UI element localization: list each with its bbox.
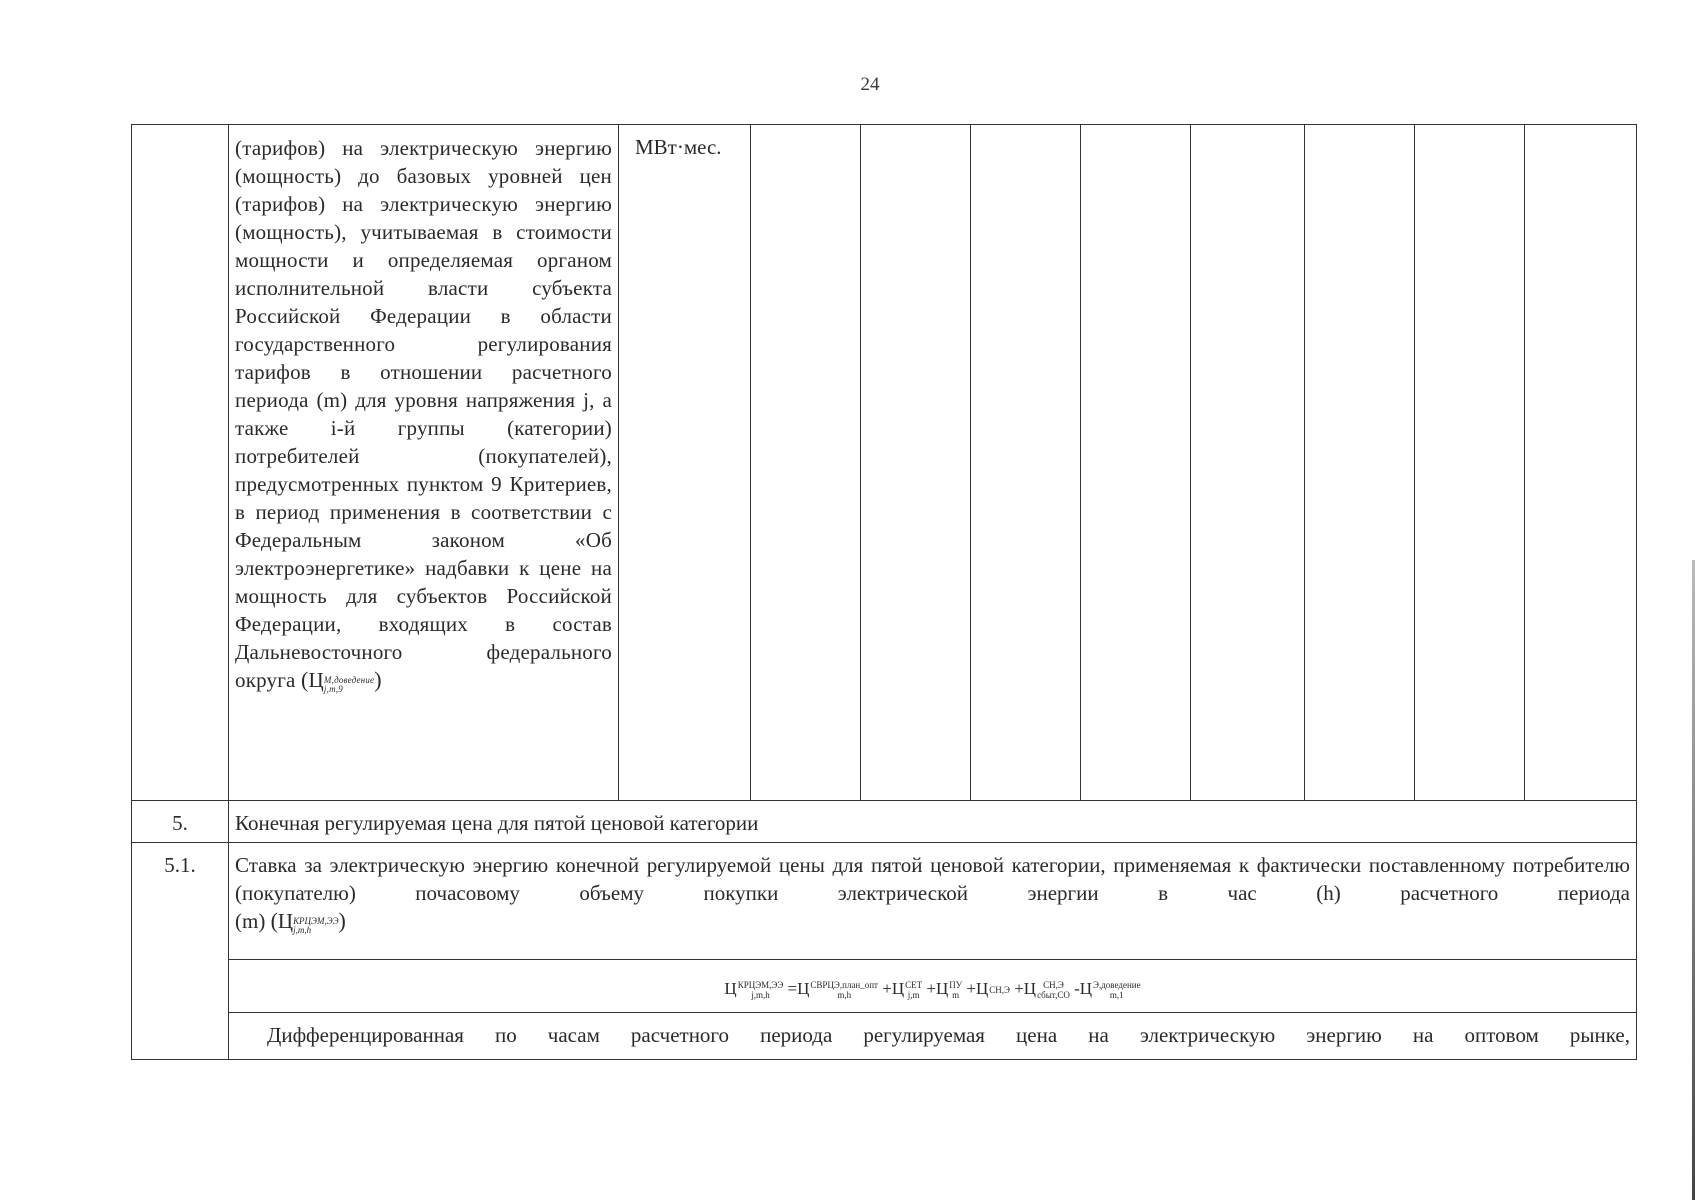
tariff-table: [131, 124, 1637, 1060]
formula-sub: сбыт,СО: [1037, 990, 1070, 1001]
unit-cell: МВт·мес.: [619, 125, 751, 801]
value-cell: [751, 125, 861, 801]
formula-sup: ПУ: [949, 980, 963, 991]
page-number: 24: [860, 74, 880, 95]
formula-cell: [229, 960, 1637, 1013]
symbol-superscript: М,доведение: [323, 675, 375, 685]
description-last-word: округа: [235, 668, 296, 692]
scan-edge-shadow: [1692, 560, 1695, 1200]
row-description: [229, 843, 1637, 960]
value-cell: [861, 125, 971, 801]
value-cell: [1081, 125, 1191, 801]
formula: [724, 969, 1140, 1003]
symbol-superscript: КРЦЭМ,ЭЭ: [293, 916, 339, 926]
description-last-line: (m) (Ц КРЦЭМ,ЭЭ j,m,h ): [235, 908, 346, 935]
formula-term: Ц: [797, 979, 810, 998]
value-cell: [1305, 125, 1415, 801]
formula-operator: -: [1074, 979, 1080, 998]
description-last-word: (m): [235, 909, 266, 933]
description-last-line: округа (Ц М,доведение j,m,9 ): [235, 667, 382, 694]
value-cell: [1415, 125, 1525, 801]
formula-term: Ц: [724, 979, 737, 998]
formula-sub: j,m,h: [751, 990, 770, 1001]
symbol-subscript: j,m,h: [293, 925, 312, 935]
formula-term: Ц: [935, 979, 949, 998]
formula-indices: [905, 980, 922, 1000]
formula-operator: +: [882, 979, 892, 998]
description-text: Ставка за электрическую энергию конечной регулируемой цены для пятой ценовой категории, применяемая к фактически поставленному потребителю (покупателю) почасовому объему покупки электрической энергии в час (h) расчетного периода: [235, 853, 1630, 905]
formula-sup: СН,Э: [989, 985, 1010, 996]
row-number: 5.1.: [132, 843, 229, 1060]
formula-term: Ц: [1079, 979, 1093, 998]
formula-sub: m,h: [837, 990, 852, 1001]
table-row: [132, 843, 1637, 960]
formula-operator: =: [787, 979, 798, 998]
formula-term: Ц: [891, 979, 905, 998]
price-symbol-indices: [293, 917, 338, 935]
formula-sup: Э,доведение: [1093, 980, 1141, 991]
formula-indices: [1037, 980, 1070, 1000]
formula-operator: +: [1014, 979, 1024, 998]
formula-term: Ц: [975, 979, 989, 998]
formula-sub: j,m: [907, 990, 920, 1001]
price-symbol-indices: [324, 676, 374, 694]
formula-sub: m,1: [1109, 990, 1124, 1001]
formula-operator: +: [926, 979, 936, 998]
value-cell: [1525, 125, 1637, 801]
description-text: (тарифов) на электрическую энергию (мощность) до базовых уровней цен (тарифов) на электрическую энергию (мощность), учитываемая в стоимости мощности и определяемая органом исполнительной власти субъекта Российской Федерации в области государственного регулирования тарифов в отношении расчетного периода (m) для уровня напряжения j, а также i-й группы (категории) потребителей (покупателей), предусмотренных пунктом 9 Критериев, в период применения в соответствии с Федеральным законом «Об электроэнергетике» надбавки к цене на мощность для субъектов Российской Федерации, входящих в состав Дальневосточного федерального: [235, 136, 612, 664]
table-row: [132, 1013, 1637, 1060]
section-title: Конечная регулируемая цена для пятой ценовой категории: [229, 801, 1637, 843]
formula-indices: [1093, 980, 1141, 1000]
formula-sup: СЕТ: [905, 980, 923, 991]
formula-sup: КРЦЭМ,ЭЭ: [737, 980, 784, 991]
continuation-text: Дифференцированная по часам расчетного периода регулируемая цена на электрическую энергию на оптовом рынке,: [229, 1013, 1637, 1060]
formula-indices: [738, 980, 784, 1000]
formula-operator: +: [966, 979, 976, 998]
table-row: [132, 801, 1637, 843]
formula-sup: СВРЦЭ,план_опт: [810, 980, 878, 991]
value-cell: [971, 125, 1081, 801]
formula-indices: [989, 985, 1010, 995]
formula-indices: [810, 980, 878, 1000]
formula-sub: m: [952, 990, 960, 1001]
price-symbol: Ц: [277, 909, 294, 933]
formula-row: [132, 960, 1637, 1013]
formula-sup: СН,Э: [1043, 980, 1064, 991]
formula-indices: [949, 980, 962, 1000]
row-number: 5.: [132, 801, 229, 843]
value-cell: [1191, 125, 1305, 801]
table-row: [132, 125, 1637, 801]
row-number: [132, 125, 229, 801]
price-symbol: Ц: [308, 668, 324, 692]
symbol-subscript: j,m,9: [323, 684, 343, 694]
formula-term: Ц: [1023, 979, 1037, 998]
row-description: [229, 125, 619, 801]
